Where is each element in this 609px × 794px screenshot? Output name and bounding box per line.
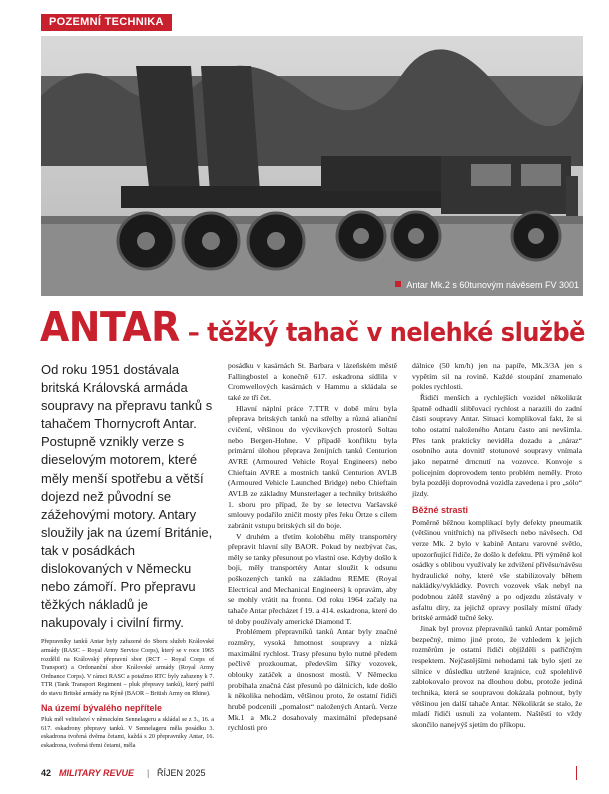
column-1 xyxy=(41,361,214,750)
page-footer xyxy=(41,766,583,780)
photo-caption xyxy=(395,280,579,290)
body-paragraph: Přepravníky tanků Antar byly zařazené do Sboru služeb Královské armády (RASC – Royal Army Service Corps), který se v roce 1965 rozdělil na Královský přepravní sbor (RCT – Royal Corps of Transport) a Ordonanční sbor Královské armády (Royal Army Ordnance Corps). V rámci RASC a potažmo RTC byly zařazeny k 7. TTR (Tank Transport Regiment – pluk přepravy tanků), který patřil do stavu Britské armády na Rýně (BAOR – British Army on Rhine). xyxy=(41,638,214,697)
headline-subtitle: – těžký tahač v nelehké službě xyxy=(179,318,585,348)
lead-paragraph: Od roku 1951 dostávala britská Královská armáda soupravy na přepravu tanků s tahačem Thornycroft Antar. Postupně vznikly verze s dieselovým motorem, které měly menší spotřebu a větší dojezd než původní se zážehovými motory. Antary sloužily jak na území Británie, tak v posádkách dislokovaných v Německu nebo zámoří. Pro přepravu těžkých nákladů je nakupovaly i civilní firmy. xyxy=(41,362,213,631)
body-paragraph: Problémem přepravníků tanků Antar byly značné rozměry, vysoká hmotnost soupravy a nízká maximální rychlost. Trasy přesunu bylo nutné předem pečlivě prozkoumat, především šířky vozovek, oblouky zatáček a únosnost mostů. V Německu probíhala značná část přesunů po dálnicích, kde došlo k několika nehodám, většinou proto, že ostatní řidiči hrubě podcenili „pomalost“ naložených Antarů. Verze Mk.1 a Mk.2 dosahovaly maximální předepsané rychlosti pro xyxy=(228,627,397,733)
body-paragraph: Hlavní náplní práce 7.TTR v době míru byla přeprava britských tanků na střelby a různá alianční cvičení, většinou do výcvikových prostorů Soltau nebo Bergen-Hohne. V případě konfliktu byla primární úlohou přeprava ženijních tanků Centurion AVRE (Armoured Vehicle Royal Engineers) nebo Chieftain AVRE a mostních tanků Centurion AVLB (Armoured Vehicle Launched Bridge) nebo Chieftain AVLB ze základny Munsterlager a techniky britského 1. sboru pro případ, že by se letectvu Varšavské smlouvy podařilo zničit mosty přes řeku Örtze s cílem zabránit vstupu britských sil do boje. xyxy=(228,403,397,530)
subheading: Na území bývalého nepřítele xyxy=(41,703,163,714)
page-number: 42 xyxy=(41,768,52,778)
body-paragraph: posádku v kasárnách St. Barbara v lázeňském městě Fallingbostel a konečně 617. eskadrona sídlila v Cromwellových kasárnách v Hammu a skládala se také ze tří čet. xyxy=(228,361,397,402)
column-3 xyxy=(412,361,582,731)
footer-separator: | xyxy=(147,768,150,778)
body-paragraph: Pluk měl velitelství v německém Sennelageru a skládal se z 3., 16. a 617. eskadrony přepravy tanků. V Sennelageru měla posádku 3. eskadrona tvořená dvěma četami, každá s 20 přepravníky Antar, 16. eskadrona, tvořená třemi četami, měla xyxy=(41,716,214,749)
footer-rule xyxy=(576,766,577,780)
column-2 xyxy=(228,361,397,734)
body-paragraph: Poměrně běžnou komplikací byly defekty pneumatik (většinou vnitřních) na přívěsech nebo návěsech. Od verze Mk. 2 bylo v kabině Antaru varovné světlo, upozorňující řidiče, že došlo k defektu. Při výměně kol osádky s oblibou využívaly ke zdvižení přívěsu/návěsu hydraulické nohy, které vše stabilizovaly během nakládky/vykládky. Povrch vozovek však nebyl na podobnou zátěž stavěný a po odjezdu zůstávaly v asfaltu díry, za jejichž opravy posílaly místní úřady britské armádě tučné šeky. xyxy=(412,517,582,623)
headline-title: ANTAR xyxy=(40,303,180,351)
body-paragraph: dálnice (50 km/h) jen na papíře, Mk.3/3A jen s vypětím sil na rovině. Každé stoupání znamenalo pokles rychlosti. xyxy=(412,361,582,392)
body-paragraph: V druhém a třetím koloběhu měly transportéry přepravit hlavní síly BAOR. Pokud by nezbývat čas, měly se tanky přesunout po vlastní ose. Kdyby došlo k boji, měly transportéry Antar sloužit k odsunu poškozených tanků na základnu REME (Royal Electrical and Mechanical Engineers) k opravám, aby se mohly vrátit na frontu. Od roku 1964 začaly na tahače Antar přecházet f 19. a 414. eskadrona, které do té doby používaly americké Diamond T. xyxy=(228,531,397,626)
antar-truck-illustration xyxy=(41,36,583,296)
body-paragraph: Jinak byl provoz přepravníků tanků Antar poměrně bezpečný, mimo jiné proto, že vzhledem k jejich rozměrům je ostatní řidiči objížděli s patřičným respektem. Nejčastějšími nehodami tak bylo sjetí ze silnice v důsledku utržené krajnice, což spolehlivě zablokovalo provoz na dlouhou dobu, protože jediná technika, která se soupravou dokázala pohnout, byly většinou jen další tahače Antar. Několikrát se stalo, že mladí řidiči usnuli za volantem. Naštěstí to vždy skončilo nanejvýš sjetím do příkopu. xyxy=(412,624,582,729)
article-photo xyxy=(41,36,583,296)
headline xyxy=(40,303,585,353)
caption-marker xyxy=(395,281,401,287)
subheading: Běžné strasti xyxy=(412,504,469,515)
magazine-name: MILITARY REVUE xyxy=(59,768,135,778)
section-tag: POZEMNÍ TECHNIKA xyxy=(41,14,172,31)
caption-text: Antar Mk.2 s 60tunovým návěsem FV 3001 xyxy=(406,280,579,290)
issue-date: ŘÍJEN 2025 xyxy=(157,768,206,778)
body-paragraph: Řidiči menších a rychlejších vozidel několikrát špatně odhadli slibřovací rychlost a narazili do zadní části soupravy Antar. Situaci komplikoval fakt, že si toho ostatní naloženého Antaru často ani nevšimla. Přes tank prakticky neviděla dozadu a „náraz“ osobního auta dovnitř stotunové soupravy vnímala jako nepatrné drncnutí na vozovce. Konvoje s policejním doprovodem tento problém neměly. Proto byla později doprovodná vozidla zavedena i pro „sólo“ jízdy. xyxy=(412,392,582,498)
